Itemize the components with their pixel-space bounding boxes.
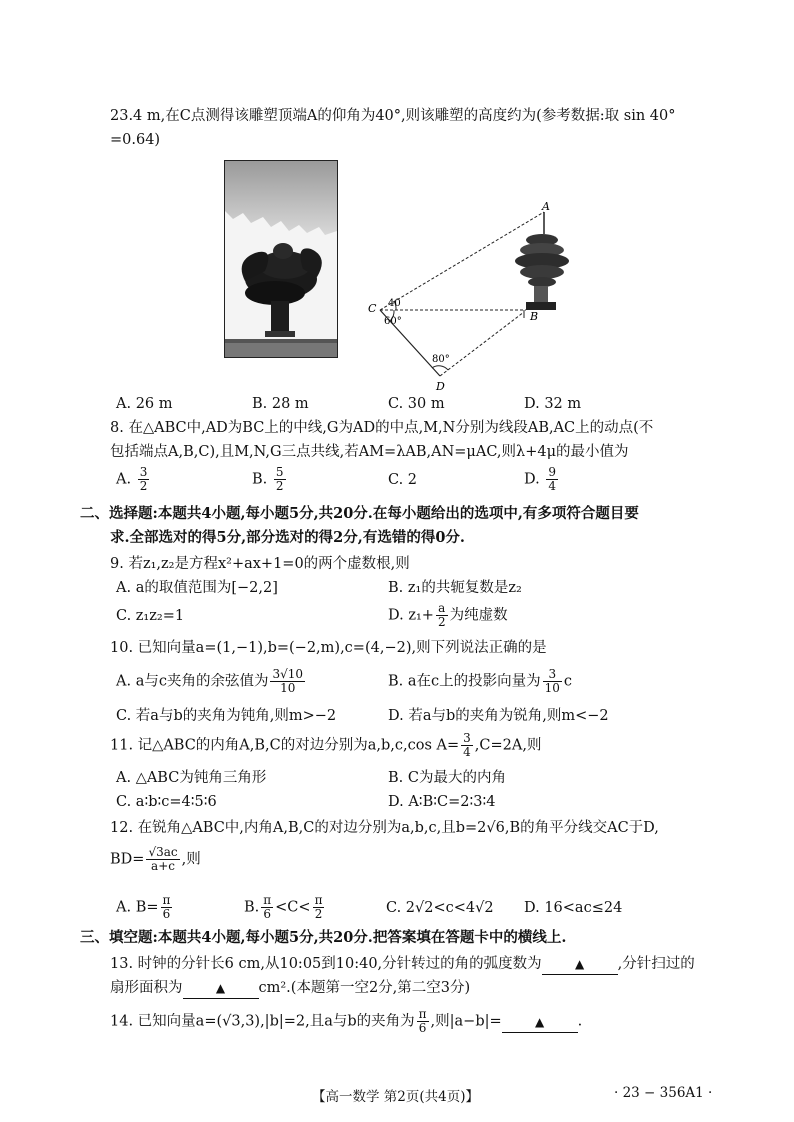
q13-line1: 13. 时钟的分针长6 cm,从10:05到10:40,分针转过的角的弧度数为 ▲ ,分针扫过的 <box>110 954 695 975</box>
q12-stem-line2: BD= $\frac{√3ac}{a+c}$ ,则 <box>110 845 201 873</box>
fraction: $\frac{3√10}{10}$ <box>272 667 304 695</box>
label-angle-60: 60° <box>384 316 402 327</box>
q8-stem-line1: 8. 在△ABC中,AD为BC上的中线,G为AD的中点,M,N分别为线段AB,AC上的动点(不 <box>110 420 654 436</box>
q8-option-a: A. $\frac{3}{2}$ <box>116 465 148 493</box>
q9-option-a: A. a的取值范围为[−2,2] <box>116 580 278 596</box>
q12-option-a: A. B= $\frac{\pi}{6}$ <box>116 893 171 921</box>
fraction: $\frac{5}{2}$ <box>275 465 284 493</box>
q10-option-c: C. 若a与b的夹角为钝角,则m>−2 <box>116 708 337 724</box>
q12-stem-line1: 12. 在锐角△ABC中,内角A,B,C的对边分别为a,b,c,且b=2√6,B的角平分线交AC于D, <box>110 820 659 836</box>
answer-blank: ▲ <box>502 1012 578 1033</box>
q8-option-b: B. $\frac{5}{2}$ <box>252 465 284 493</box>
fraction: $\frac{\pi}{6}$ <box>162 893 171 921</box>
q8-stem-line2: 包括端点A,B,C),且M,N,G三点共线,若AM=λAB,AN=μAC,则λ+4μ的最小值为 <box>110 444 629 460</box>
sculpture-photo <box>224 160 338 358</box>
page-footer-code: · 23 − 356A1 · <box>614 1085 713 1101</box>
q10-option-a: A. a与c夹角的余弦值为 $\frac{3√10}{10}$ <box>116 667 304 695</box>
q7-option-a: A. 26 m <box>116 396 173 412</box>
fraction: $\frac{\pi}{6}$ <box>418 1007 427 1035</box>
fraction: $\frac{√3ac}{a+c}$ <box>148 845 178 873</box>
section-2-heading-line2: 求.全部选对的得5分,部分选对的得2分,有选错的得0分. <box>110 529 465 546</box>
label-A: A <box>542 200 550 213</box>
q8-option-d: D. $\frac{9}{4}$ <box>524 465 556 493</box>
q11-stem: 11. 记△ABC的内角A,B,C的对边分别为a,b,c,cos A= $\frac{3}{4}$ ,C=2A,则 <box>110 731 542 759</box>
q9-option-b: B. z₁的共轭复数是z₂ <box>388 580 522 596</box>
label-angle-40: 40 <box>388 298 401 309</box>
page-footer-center: 【高一数学 第2页(共4页)】 <box>312 1089 480 1105</box>
fraction: $\frac{\pi}{2}$ <box>314 893 323 921</box>
geometry-diagram <box>366 200 576 392</box>
q7-option-c: C. 30 m <box>388 396 445 412</box>
q11-option-d: D. A∶B∶C=2∶3∶4 <box>388 794 496 810</box>
fraction: $\frac{\pi}{6}$ <box>263 893 272 921</box>
q7-option-d: D. 32 m <box>524 396 582 412</box>
answer-blank: ▲ <box>542 954 618 975</box>
q9-stem: 9. 若z₁,z₂是方程x²+ax+1=0的两个虚数根,则 <box>110 556 410 572</box>
label-C: C <box>368 302 377 315</box>
q12-option-c: C. 2√2<c<4√2 <box>386 900 494 916</box>
fraction: $\frac{a}{2}$ <box>437 601 446 629</box>
q12-option-b: B. $\frac{\pi}{6}$ <C< $\frac{\pi}{2}$ <box>244 893 323 921</box>
q11-option-a: A. △ABC为钝角三角形 <box>116 770 267 786</box>
q14-line: 14. 已知向量a=(√3,3),|b|=2,且a与b的夹角为 $\frac{\pi}{6}$ ,则|a−b|= ▲ . <box>110 1007 583 1035</box>
label-D: D <box>436 380 445 392</box>
q10-option-d: D. 若a与b的夹角为锐角,则m<−2 <box>388 708 609 724</box>
q7-option-b: B. 28 m <box>252 396 309 412</box>
q7-stem-line1: 23.4 m,在C点测得该雕塑顶端A的仰角为40°,则该雕塑的高度约为(参考数据:取 sin 40° <box>110 108 676 124</box>
section-2-heading-line1: 二、选择题:本题共4小题,每小题5分,共20分.在每小题给出的选项中,有多项符合题目要 <box>80 505 639 522</box>
q11-option-b: B. C为最大的内角 <box>388 770 506 786</box>
q12-option-d: D. 16<ac≤24 <box>524 900 623 916</box>
answer-blank: ▲ <box>183 978 259 999</box>
fraction: $\frac{3}{10}$ <box>544 667 560 695</box>
fraction: $\frac{9}{4}$ <box>548 465 556 493</box>
q9-option-c: C. z₁z₂=1 <box>116 608 185 624</box>
fraction: $\frac{3}{4}$ <box>463 731 471 759</box>
q7-stem-line2: =0.64) <box>110 132 161 148</box>
fraction: $\frac{3}{2}$ <box>139 465 148 493</box>
q9-option-d: D. z₁+ $\frac{a}{2}$ 为纯虚数 <box>388 601 508 629</box>
label-angle-80: 80° <box>432 354 450 365</box>
q10-stem: 10. 已知向量a=(1,−1),b=(−2,m),c=(4,−2),则下列说法正确的是 <box>110 640 547 656</box>
section-3-heading: 三、填空题:本题共4小题,每小题5分,共20分.把答案填在答题卡中的横线上. <box>80 929 567 946</box>
q11-option-c: C. a∶b∶c=4∶5∶6 <box>116 794 217 810</box>
q8-option-c: C. 2 <box>388 472 418 488</box>
label-B: B <box>530 310 539 323</box>
q13-line2: 扇形面积为 ▲ cm².(本题第一空2分,第二空3分) <box>110 978 470 999</box>
q10-option-b: B. a在c上的投影向量为 $\frac{3}{10}$ c <box>388 667 573 695</box>
